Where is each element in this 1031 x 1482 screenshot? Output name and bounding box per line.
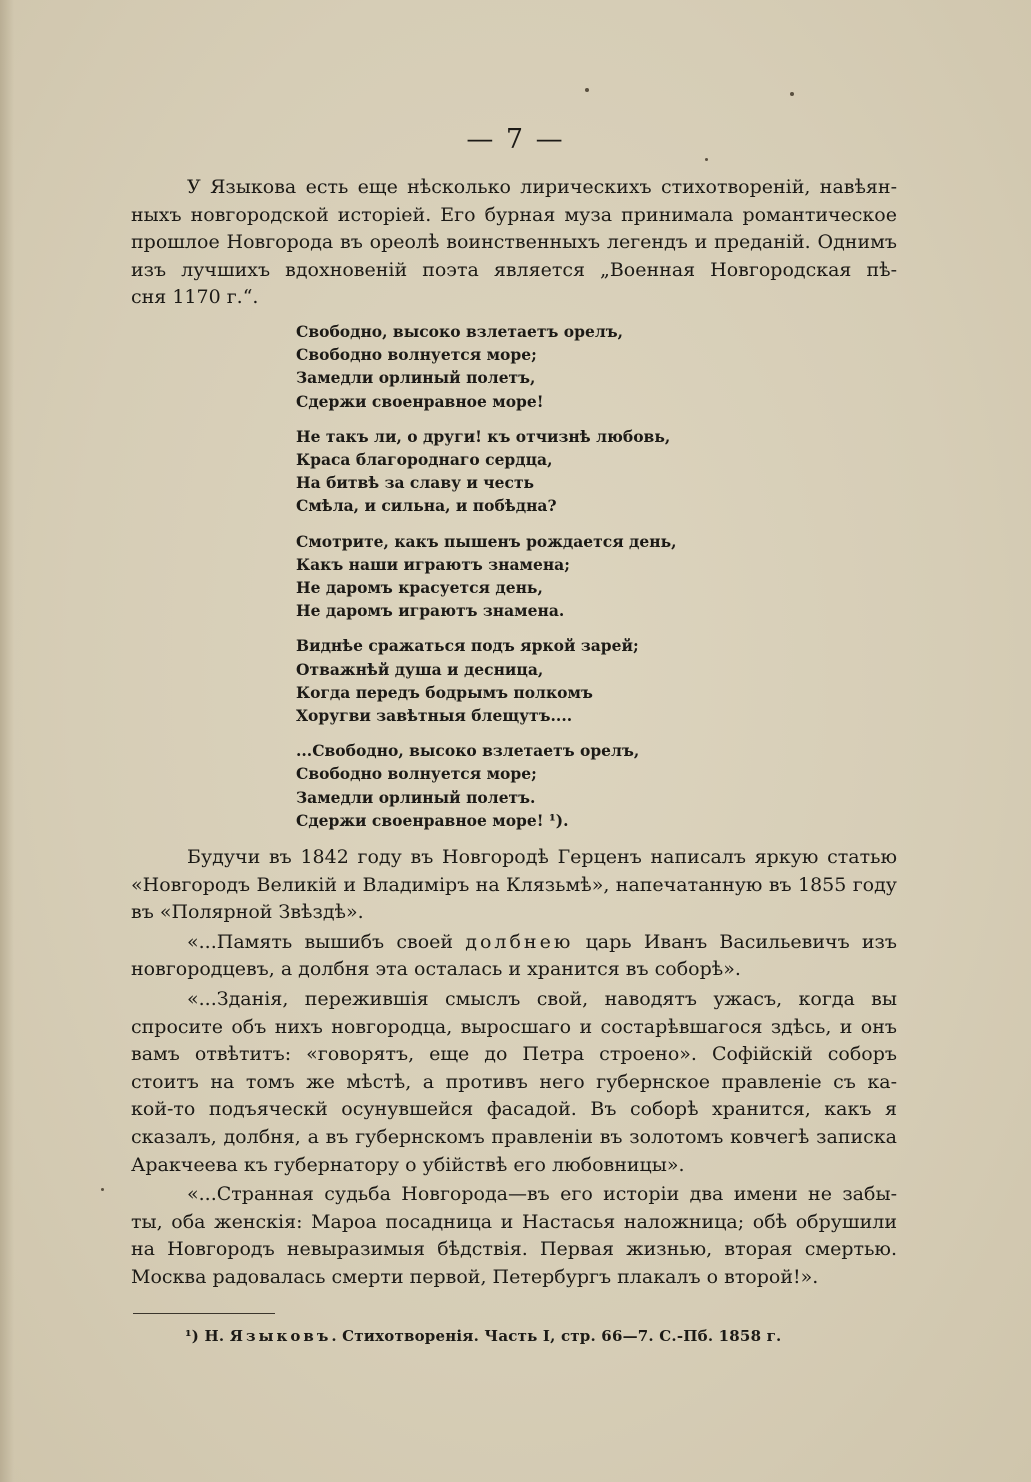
text-line: «...Зданія, пережившія смыслъ свой, наводятъ ужасъ, когда вы bbox=[187, 987, 897, 1010]
poem-line: Сдержи своенравное море! bbox=[296, 391, 544, 411]
footnote-marker: ¹) Н. bbox=[185, 1327, 230, 1345]
text-line: Аракчеева къ губернатору о убійствѣ его любовницы». bbox=[131, 1153, 685, 1176]
poem-line: Смѣла, и сильна, и побѣдна? bbox=[296, 496, 557, 516]
paragraph-quote-dolbnya bbox=[131, 929, 897, 984]
text-line: въ «Полярной Звѣздѣ». bbox=[131, 901, 364, 924]
intro-paragraph bbox=[131, 174, 897, 312]
footnote-author: Языковъ bbox=[229, 1327, 332, 1345]
paper-speck bbox=[585, 88, 589, 92]
poem-line: На битвѣ за славу и честь bbox=[296, 473, 535, 493]
poem-line: Хоругви завѣтныя блещутъ.... bbox=[296, 706, 573, 726]
poem-line: Свободно волнуется море; bbox=[296, 764, 537, 784]
footnote bbox=[185, 1327, 781, 1345]
poem-line: Виднѣе сражаться подъ яркой зарей; bbox=[296, 636, 639, 656]
poem-line: Не даромъ играютъ знамена. bbox=[296, 601, 565, 621]
text-line: У Языкова есть еще нѣсколько лирическихъ стихотвореній, навѣян- bbox=[187, 176, 897, 198]
poem-line: Замедли орлиный полетъ, bbox=[296, 368, 536, 388]
paragraph-quote-fate bbox=[131, 1181, 897, 1291]
text-line: кой-то подъяческй осунувшейся фасадой. Въ соборѣ хранится, какъ я bbox=[131, 1098, 897, 1121]
paper-speck bbox=[790, 92, 794, 96]
page-edge-shadow bbox=[0, 0, 14, 1482]
text-line: Москва радовалась смерти первой, Петербургъ плакалъ о второй!». bbox=[131, 1265, 819, 1288]
text-line: Будучи въ 1842 году въ Новгородѣ Герценъ написалъ яркую статью bbox=[187, 846, 897, 868]
text-line bbox=[131, 929, 897, 957]
poem-line: Свободно, высоко взлетаетъ орелъ, bbox=[296, 322, 624, 341]
paragraph-quote-buildings bbox=[131, 986, 897, 1179]
poem-line: Смотрите, какъ пышенъ рождается день, bbox=[296, 531, 677, 551]
paper-speck bbox=[705, 158, 708, 161]
poem-line: Замедли орлиный полетъ. bbox=[296, 787, 536, 807]
poem-stanza bbox=[296, 425, 816, 518]
text-line: ныхъ новгородской исторіей. Его бурная муза принимала романтическое bbox=[131, 203, 897, 226]
text-line: стоитъ на томъ же мѣстѣ, а противъ него губернское правленіе съ ка- bbox=[131, 1070, 897, 1093]
text-line: прошлое Новгорода въ ореолѣ воинственныхъ легендъ и преданій. Однимъ bbox=[131, 231, 897, 254]
spaced-word: долбнею bbox=[465, 930, 574, 953]
poem-line: Какъ наши играютъ знамена; bbox=[296, 554, 570, 574]
text-line: на Новгородъ невыразимыя бѣдствія. Первая жизнью, вторая смертью. bbox=[131, 1238, 897, 1261]
paper-speck bbox=[101, 1188, 104, 1191]
text-line: «...Странная судьба Новгорода—въ его исторіи два имени не забы- bbox=[187, 1183, 897, 1206]
quote-text: царь Иванъ Васильевичъ изъ bbox=[573, 930, 897, 953]
text-line: вамъ отвѣтитъ: «говорятъ, еще до Петра строено». Софійскій соборъ bbox=[131, 1043, 897, 1066]
poem-stanza bbox=[296, 320, 816, 413]
page-number: — 7 — bbox=[466, 124, 565, 155]
text-line: изъ лучшихъ вдохновеній поэта является „Военная Новгородская пѣ- bbox=[131, 258, 897, 281]
poem-stanza bbox=[296, 634, 816, 727]
poem-line: Когда передъ бодрымъ полкомъ bbox=[296, 682, 593, 702]
poem-stanza bbox=[296, 739, 816, 832]
poem-line: ...Свободно, высоко взлетаетъ орелъ, bbox=[296, 741, 640, 761]
herzen-section bbox=[131, 844, 897, 1294]
text-line: сня 1170 г.“. bbox=[131, 286, 259, 309]
poem-line: Сдержи своенравное море! ¹). bbox=[296, 810, 569, 830]
quote-text: «...Память вышибъ своей bbox=[187, 930, 466, 953]
poem bbox=[296, 320, 816, 844]
poem-line: Свободно волнуется море; bbox=[296, 345, 537, 365]
poem-line: Отважнѣй душа и десница, bbox=[296, 659, 544, 679]
text-line: спросите объ нихъ новгородца, выросшаго и состарѣвшагося здѣсь, и онъ bbox=[131, 1015, 897, 1038]
poem-stanza bbox=[296, 530, 816, 623]
text-line: новгородцевъ, а долбня эта осталась и хранится въ соборѣ». bbox=[131, 958, 741, 981]
paragraph-herzen-intro bbox=[131, 844, 897, 927]
footnote-divider bbox=[133, 1313, 275, 1314]
poem-line: Не даромъ красуется день, bbox=[296, 578, 543, 598]
text-line: сказалъ, долбня, а въ губернскомъ правленіи въ золотомъ ковчегѣ записка bbox=[131, 1125, 897, 1148]
footnote-citation: . Стихотворенія. Часть I, стр. 66—7. С.-Пб. 1858 г. bbox=[331, 1327, 782, 1345]
poem-line: Не такъ ли, о други! къ отчизнѣ любовь, bbox=[296, 426, 671, 446]
text-line: ты, оба женскія: Мароа посадница и Настасья наложница; обѣ обрушили bbox=[131, 1210, 897, 1233]
text-line: «Новгородъ Великій и Владиміръ на Клязьмѣ», напечатанную въ 1855 году bbox=[131, 873, 897, 896]
poem-line: Краса благороднаго сердца, bbox=[296, 450, 553, 470]
